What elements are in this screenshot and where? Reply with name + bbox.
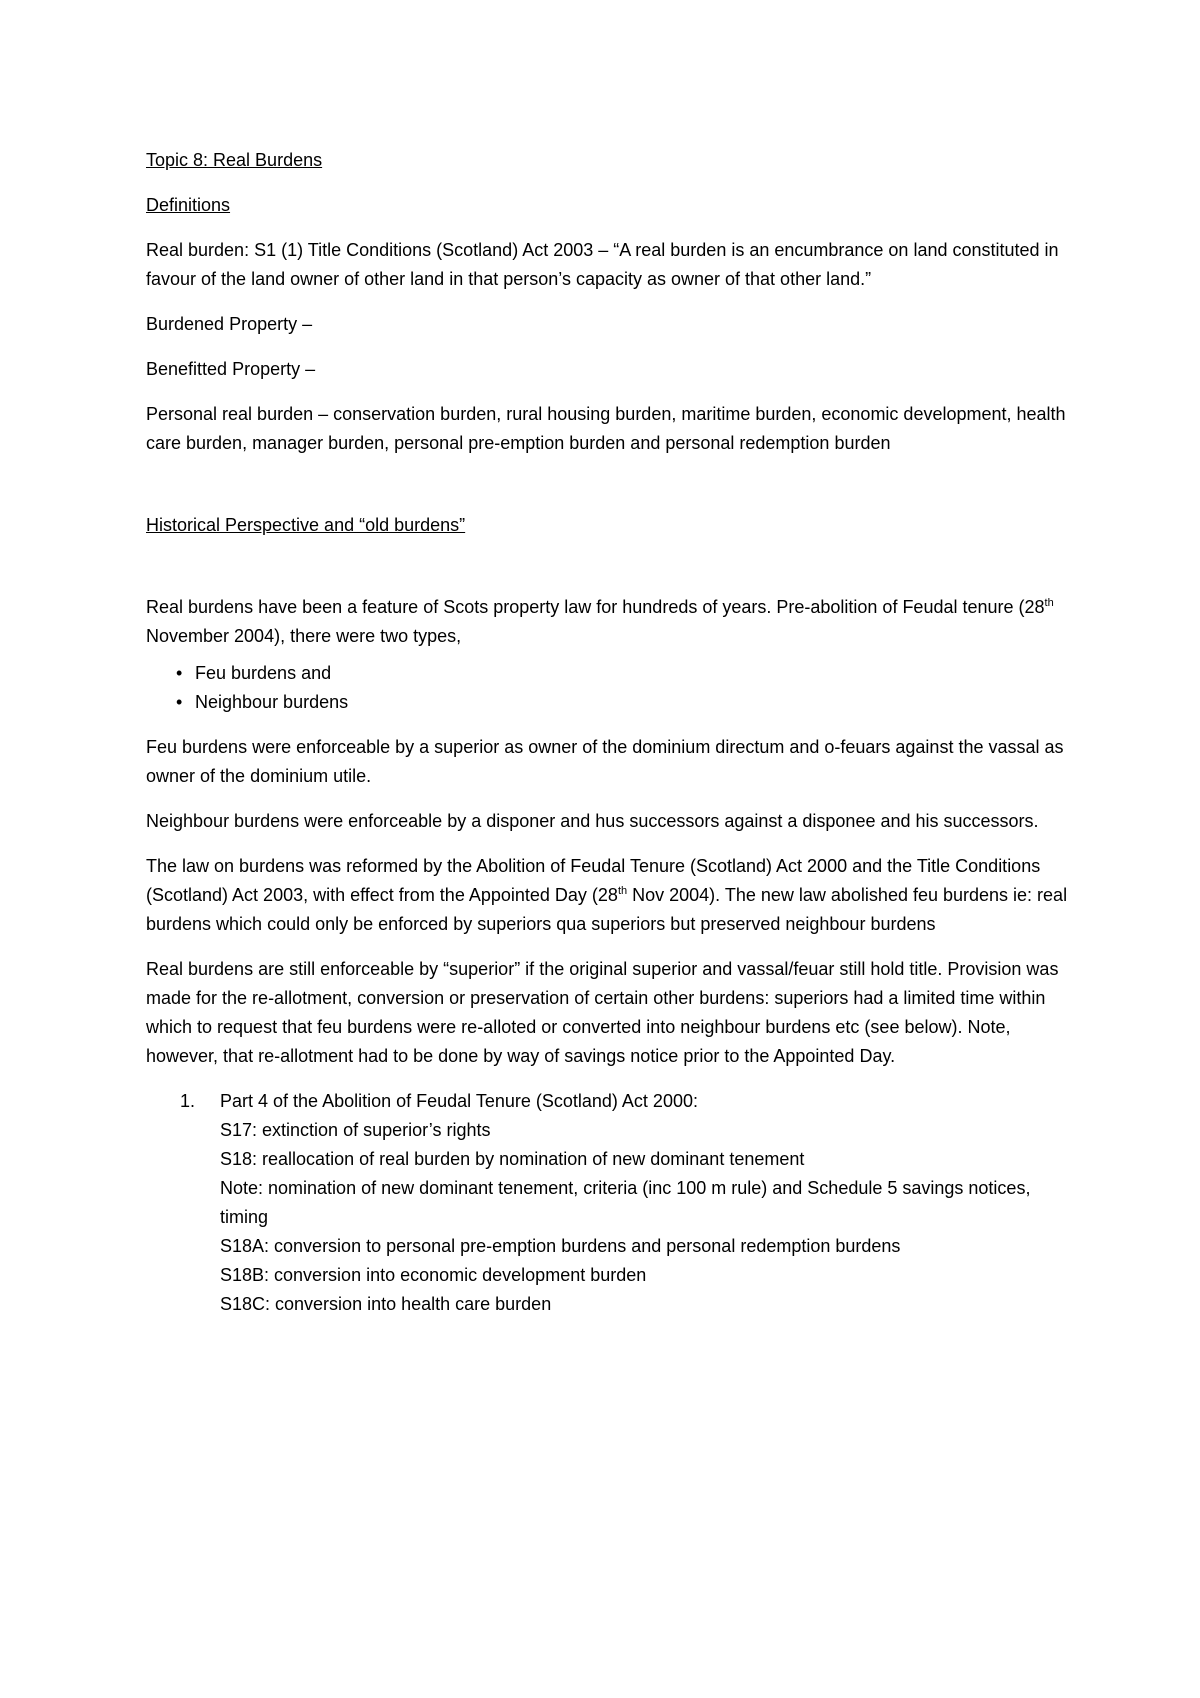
s17-line: S17: extinction of superior’s rights	[220, 1120, 491, 1140]
bullet-icon: •	[176, 663, 183, 683]
neighbour-burdens-paragraph: Neighbour burdens were enforceable by a disponer and hus successors against a disponee and his successors.	[146, 811, 1039, 831]
real-burden-definition: Real burden: S1 (1) Title Conditions (Scotland) Act 2003 – “A real burden is an encumbrance on land constituted in favour of the land owner of other land in that person’s capacity as owner of that other land.”	[146, 240, 1059, 289]
s18a-line: S18A: conversion to personal pre-emption burdens and personal redemption burdens	[220, 1236, 901, 1256]
s18b-line: S18B: conversion into economic development burden	[220, 1265, 647, 1285]
s18-line: S18: reallocation of real burden by nomination of new dominant tenement	[220, 1149, 805, 1169]
list-item: • Feu burdens and	[146, 659, 1076, 688]
historical-heading: Historical Perspective and “old burdens”	[146, 515, 466, 535]
list-number: 1.	[180, 1091, 196, 1111]
feu-burdens-paragraph: Feu burdens were enforceable by a superior as owner of the dominium directum and o-feuars against the vassal as owner of the dominium utile.	[146, 737, 1064, 786]
historical-intro: Real burdens have been a feature of Scots property law for hundreds of years. Pre-abolition of Feudal tenure (28th November 2004), there were two types,	[146, 597, 1054, 646]
definitions-heading: Definitions	[146, 195, 231, 215]
part4-heading: Part 4 of the Abolition of Feudal Tenure (Scotland) Act 2000:	[220, 1091, 698, 1111]
enforceable-paragraph: Real burdens are still enforceable by “superior” if the original superior and vassal/feuar still hold title. Provision was made for the re-allotment, conversion or preservation of certain other burdens: superiors had a limited time within which to request that feu burdens were re-alloted or converted into neighbour burdens etc (see below). Note, however, that re-allotment had to be done by way of savings notice prior to the Appointed Day.	[146, 959, 1059, 1066]
personal-real-burden-definition: Personal real burden – conservation burden, rural housing burden, maritime burden, economic development, health care burden, manager burden, personal pre-emption burden and personal redemption burden	[146, 404, 1066, 453]
document-body	[146, 146, 1076, 1319]
benefitted-property-definition: Benefitted Property –	[146, 359, 316, 379]
s18c-line: S18C: conversion into health care burden	[220, 1294, 552, 1314]
burden-types-list	[146, 659, 1076, 717]
numbered-list	[146, 1087, 1076, 1319]
list-item: • Neighbour burdens	[146, 688, 1076, 717]
list-item	[146, 1087, 1076, 1319]
burdened-property-definition: Burdened Property –	[146, 314, 313, 334]
reform-paragraph: The law on burdens was reformed by the Abolition of Feudal Tenure (Scotland) Act 2000 and the Title Conditions (Scotland) Act 2003, with effect from the Appointed Day (28th Nov 2004). The new law abolished feu burdens ie: real burdens which could only be enforced by superiors qua superiors but preserved neighbour burdens	[146, 856, 1068, 934]
note-line: Note: nomination of new dominant tenement, criteria (inc 100 m rule) and Schedule 5 savings notices, timing	[220, 1178, 1031, 1227]
bullet-icon: •	[176, 692, 183, 712]
document-title: Topic 8: Real Burdens	[146, 150, 323, 170]
